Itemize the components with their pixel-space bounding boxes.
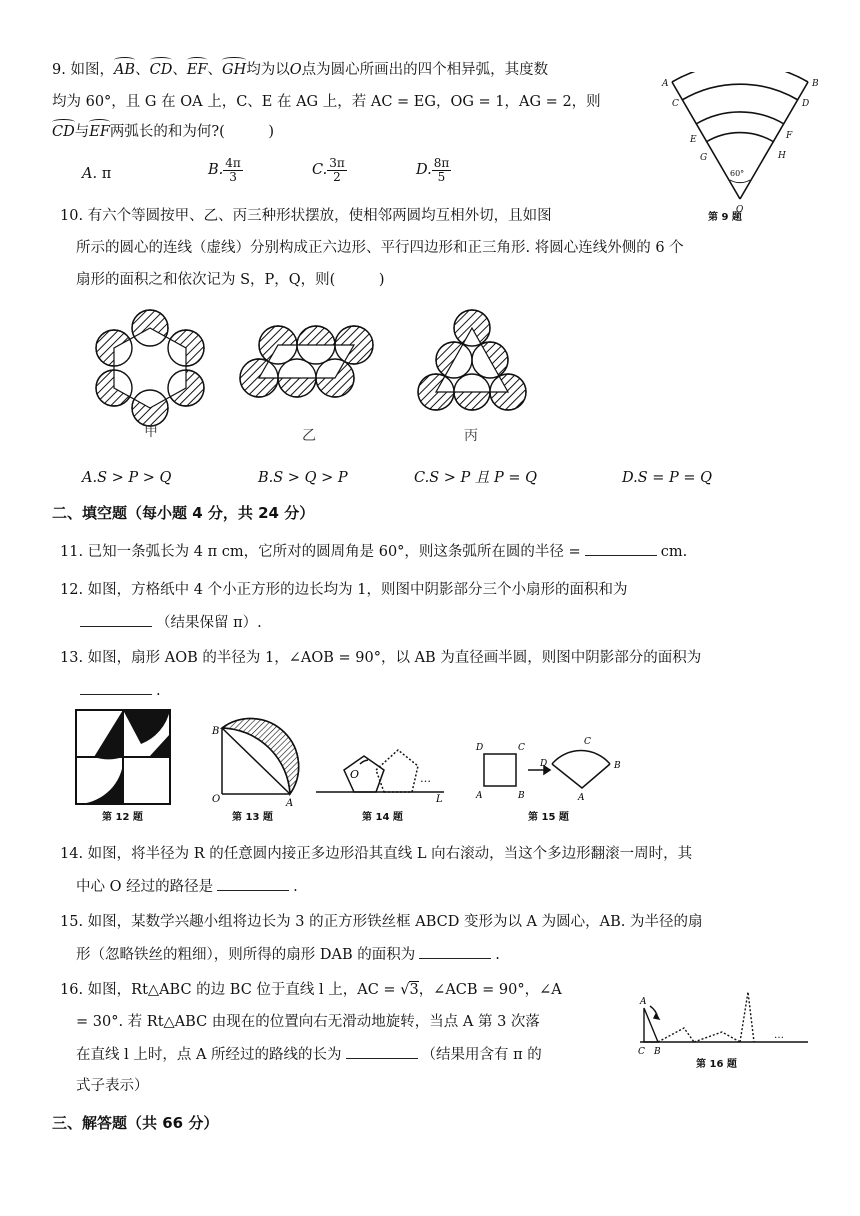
q9-option-c[interactable]: C. $\frac{3\pi}{2}$	[312, 155, 345, 184]
caption-q14: 第 14 题	[362, 812, 403, 823]
caption-q12: 第 12 题	[102, 812, 143, 823]
fig9-label-c: C	[672, 99, 679, 109]
q10-option-a[interactable]: A.S > P > Q	[82, 470, 172, 486]
fig9-label-a: A	[662, 79, 669, 89]
q9-option-d[interactable]: D. $\frac{8\pi}{5}$	[416, 155, 450, 184]
section-3-heading: 三、解答题（共 66 分）	[52, 1114, 219, 1132]
arc-gh: GH	[221, 62, 247, 78]
fig9-label-o: O	[736, 205, 744, 215]
figure-q16-rolling-triangle	[636, 988, 812, 1064]
fig15-label-b2: B	[614, 761, 621, 771]
q10-line1: 10. 有六个等圆按甲、乙、丙三种形状摆放，使相邻两圆均互相外切，且如图	[60, 208, 552, 224]
q11: 11. 已知一条弧长为 4 π cm，它所对的圆周角是 60°，则这条弧所在圆的半径 = cm.	[60, 541, 687, 562]
arc-ab: AB	[113, 62, 136, 78]
q11-answer-blank[interactable]	[585, 541, 657, 556]
fig9-label-f: F	[786, 131, 793, 141]
q16-line2: = 30°. 若 Rt△ABC 由现在的位置向右无滑动地旋转，当点 A 第 3 次落	[76, 1014, 540, 1030]
fig9-label-h: H	[778, 151, 786, 161]
q16-answer-blank[interactable]	[346, 1044, 418, 1059]
q12-answer-blank[interactable]	[80, 612, 152, 627]
fig14-polygons	[316, 750, 444, 792]
q15-line2: 形（忽略铁丝的粗细），则所得的扇形 DAB 的面积为 .	[76, 944, 500, 965]
fig13-label-a: A	[286, 798, 294, 809]
fig13-sector	[222, 719, 299, 794]
fig14-label-l: L	[436, 794, 443, 805]
caption-q13: 第 13 题	[232, 812, 273, 823]
q12-line2: （结果保留 π）.	[76, 612, 262, 633]
fig9-label-b: B	[812, 79, 819, 89]
fig14-ellipsis: …	[420, 772, 431, 785]
q9-line2: 均为 60°，且 G 在 OA 上，C、E 在 AG 上，若 AC = EG，OG = 1，AG = 2，则	[52, 94, 601, 110]
q14-answer-blank[interactable]	[217, 876, 289, 891]
fig16-ellipsis: …	[774, 1030, 784, 1041]
q9-option-a[interactable]: A. π	[82, 166, 112, 182]
arc-cd: CD	[149, 62, 173, 78]
q12-line1: 12. 如图，方格纸中 4 个小正方形的边长均为 1，则图中阴影部分三个小扇形的面积和为	[60, 582, 628, 598]
fig12-grid	[76, 710, 170, 804]
fig10-label-jia: 甲	[144, 424, 158, 440]
fig16-label-a: A	[640, 997, 647, 1007]
q10-option-b[interactable]: B.S > Q > P	[258, 470, 348, 486]
fig15-label-d1: D	[476, 743, 484, 753]
fig15-label-c1: C	[518, 743, 525, 753]
fig15-label-d2: D	[540, 759, 548, 769]
figure-q10-circles	[80, 300, 560, 450]
q16-line3: 在直线 l 上时，点 A 所经过的路线的长为 （结果用含有 π 的	[76, 1044, 542, 1065]
fig9-label-d: D	[802, 99, 810, 109]
fig15-label-b1: B	[518, 791, 525, 801]
q16-line4: 式子表示）	[76, 1078, 149, 1094]
q16-line1: 16. 如图，Rt△ABC 的边 BC 位于直线 l 上，AC = √3，∠ACB = 90°，∠A	[60, 982, 562, 998]
arc-ef: EF	[186, 62, 208, 78]
fig14-label-o: O	[350, 768, 360, 781]
q10-option-d[interactable]: D.S = P = Q	[622, 470, 713, 486]
fig13-label-o: O	[212, 794, 221, 805]
section-2-heading: 二、填空题（每小题 4 分，共 24 分）	[52, 504, 315, 522]
fig10-label-yi: 乙	[302, 428, 316, 444]
fig15-label-c2: C	[584, 737, 591, 747]
q13-line1: 13. 如图，扇形 AOB 的半径为 1，∠AOB = 90°，以 AB 为直径画半圆，则图中阴影部分的面积为	[60, 650, 702, 666]
q10-option-c[interactable]: C.S > P 且 P = Q	[414, 470, 537, 486]
q9-option-b[interactable]: B. $\frac{4\pi}{3}$	[208, 155, 241, 184]
figures-q12-to-q15	[74, 708, 644, 823]
figure-q9-arcs	[660, 72, 820, 222]
sqrt-symbol: √	[400, 982, 410, 998]
q14-line2: 中心 O 经过的路径是 .	[76, 876, 298, 897]
q15-answer-blank[interactable]	[419, 944, 491, 959]
caption-q9: 第 9 题	[708, 212, 742, 223]
fig15-label-a1: A	[476, 791, 483, 801]
fig15-label-a2: A	[578, 793, 585, 803]
fig16-label-b: B	[654, 1047, 661, 1057]
q13-answer-blank[interactable]	[80, 680, 152, 695]
fig15-square-to-sector	[484, 751, 610, 788]
caption-q16: 第 16 题	[696, 1059, 737, 1070]
q13-line2: .	[76, 680, 161, 701]
fig9-angle: 60°	[730, 169, 745, 178]
caption-q15: 第 15 题	[528, 812, 569, 823]
q10-line2: 所示的圆心的连线（虚线）分别构成正六边形、平行四边形和正三角形. 将圆心连线外侧的 6 个	[76, 240, 684, 256]
q9-line1: 9. 如图，AB、CD、EF、GH均为以O点为圆心所画出的四个相异弧，其度数	[52, 62, 549, 78]
fig13-label-b: B	[212, 726, 220, 737]
fig16-label-c: C	[638, 1047, 645, 1057]
fig9-label-g: G	[700, 153, 708, 163]
q9-line3: CD与EF两弧长的和为何?( )	[52, 124, 274, 140]
q15-line1: 15. 如图，某数学兴趣小组将边长为 3 的正方形铁丝框 ABCD 变形为以 A 为圆心，AB. 为半径的扇	[60, 914, 703, 930]
q14-line1: 14. 如图，将半径为 R 的任意圆内接正多边形沿其直线 L 向右滚动，当这个多边形翻滚一周时，其	[60, 846, 693, 862]
q10-line3: 扇形的面积之和依次记为 S，P，Q，则( )	[76, 272, 385, 288]
fig9-label-e: E	[690, 135, 697, 145]
fig10-label-bing: 丙	[464, 428, 478, 444]
